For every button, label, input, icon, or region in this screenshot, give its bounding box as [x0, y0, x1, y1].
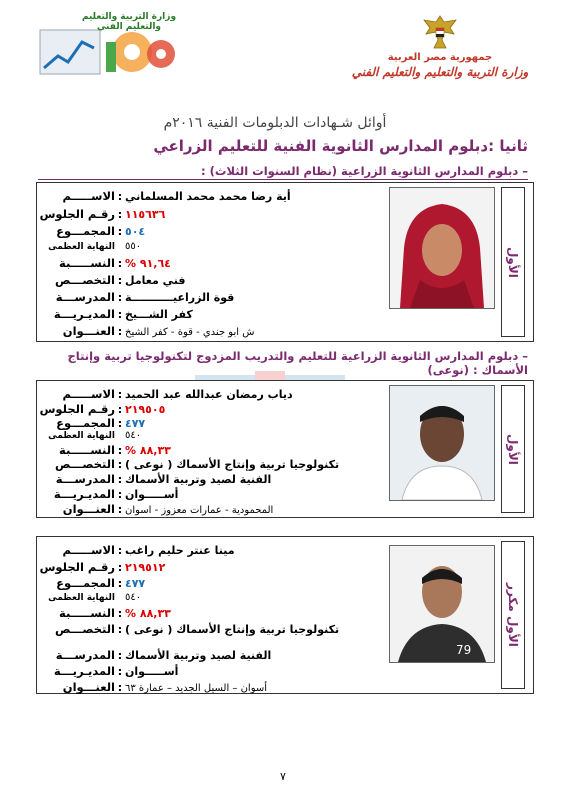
- school: الفنية لصيد وتربية الأسماك: [125, 649, 272, 662]
- section-title: ثانيا :دبلوم المدارس الثانوية الفنية للتعليم الزراعي: [153, 137, 528, 155]
- total-label: المجمـــوع: [56, 576, 115, 590]
- max-score: ٥٤٠: [125, 592, 142, 603]
- student-details: الاســـــم : مينا عنتر حليم راغب رقـم الجلوس : ٢١٩٥١٢ المجمـــوع : ٤٧٧ النهاية العظمى ٥٤٠ النســـــبة : ٨٨,٣٣ % التخصـــص : تكنولوجيا تربية وإنتاج الأسماك ( نوعى ) المدرســـة : الفنية لصيد وتربية الأسماك المديـريـــة : أســـــوان العنـــوان : أسوان – السيل الجديد – عمارة ٦٣: [43, 543, 379, 696]
- specialty: تكنولوجيا تربية وإنتاج الأسماك ( نوعى ): [125, 623, 340, 636]
- eagle-emblem-icon: [420, 14, 460, 50]
- max-score: ٥٤٠: [125, 430, 142, 441]
- specialty-label: التخصـــص: [54, 273, 115, 287]
- student-name: دياب رمضان عبدالله عبد الحميد: [125, 388, 293, 401]
- school-label: المدرســـة: [55, 472, 115, 486]
- page-number: ٧: [280, 770, 286, 783]
- ministry-header: [350, 14, 530, 84]
- student-photo: [389, 545, 495, 663]
- specialty: تكنولوجيا تربية وإنتاج الأسماك ( نوعى ): [125, 458, 340, 471]
- directorate-label: المديـريـــة: [53, 487, 115, 501]
- total-score: ٤٧٧: [125, 417, 146, 430]
- school: قوة الزراعيـــــــــــة: [125, 291, 235, 304]
- total-label: المجمـــوع: [56, 224, 115, 238]
- max-label: النهاية العظمى: [48, 242, 115, 252]
- directorate: كفر الشـــيخ: [125, 308, 193, 321]
- ministry-name: وزارة التربية والتعليم والتعليم الفني: [351, 65, 529, 79]
- republic-name: جمهورية مصر العربية: [387, 52, 493, 63]
- student-name: مينا عنتر حليم راغب: [125, 544, 235, 557]
- seat-number: ٢١٩٥٠٥: [125, 403, 166, 416]
- school: الفنية لصيد وتربية الأسماك: [125, 473, 272, 486]
- subsection-title: – دبلوم المدارس الثانوية الزراعية للتعليم والتدريب المزدوج لتكنولوجيا تربية وإنتاج الأسماك : (نوعى): [67, 349, 528, 377]
- student-card: [36, 536, 534, 694]
- directorate: أســـــوان: [125, 665, 179, 678]
- specialty-label: التخصـــص: [54, 457, 115, 471]
- svg-text:79: 79: [456, 643, 472, 657]
- directorate-label: المديـريـــة: [53, 307, 115, 321]
- max-label: النهاية العظمى: [48, 431, 115, 441]
- page-heading: أوائل شـهادات الدبلومات الفنية ٢٠١٦م: [163, 115, 387, 131]
- specialty: فني معامل: [125, 274, 186, 287]
- rank-badge: الأول: [501, 187, 525, 337]
- address-label: العنـــوان: [62, 324, 115, 338]
- percent-label: النســـــبة: [59, 443, 115, 457]
- total-score: ٥٠٤: [125, 225, 146, 238]
- student-details: الاســـــم : أية رضا محمد محمد المسلماني رقـم الجلوس : ١١٥٦٣٦ المجمـــوع : ٥٠٤ النهاية العظمى ٥٥٠ النســـــبة : ٩١,٦٤ % التخصـــص : فني معامل المدرســـة : قوة الزراعيـــــــــــة المديـريـــة : كفر الشـــيخ العنـــوان : ش ابو جندي - قوة - كفر الشيخ: [43, 189, 379, 340]
- name-label: الاســـــم: [62, 189, 115, 203]
- address: المحمودية - عمارات معزوز - اسوان: [125, 505, 274, 516]
- seat-label: رقـم الجلوس: [39, 560, 115, 574]
- name-label: الاســـــم: [62, 543, 115, 557]
- student-card: [36, 182, 534, 342]
- rank-badge: الأول مكرر: [501, 541, 525, 689]
- percentage: ٨٨,٣٣ %: [125, 444, 171, 457]
- seat-number: ٢١٩٥١٢: [125, 561, 166, 574]
- subsection-title: – دبلوم المدارس الثانوية الزراعية (نظام السنوات الثلاث) :: [38, 164, 528, 180]
- school-label: المدرســـة: [55, 290, 115, 304]
- logo-caption: وزارة التربية والتعليم والتعليم الفني: [81, 12, 177, 32]
- rank-badge: الأول: [501, 385, 525, 513]
- total-label: المجمـــوع: [56, 416, 115, 430]
- seat-label: رقـم الجلوس: [39, 207, 115, 221]
- percent-label: النســـــبة: [59, 256, 115, 270]
- directorate: أســـــوان: [125, 488, 179, 501]
- ministry-logo: [36, 12, 186, 78]
- name-label: الاســـــم: [62, 387, 115, 401]
- student-photo: [389, 187, 495, 309]
- total-score: ٤٧٧: [125, 577, 146, 590]
- max-score: ٥٥٠: [125, 241, 142, 252]
- student-photo: [389, 385, 495, 501]
- percentage: ٩١,٦٤ %: [125, 257, 171, 270]
- address: ش ابو جندي - قوة - كفر الشيخ: [125, 327, 255, 338]
- student-card: [36, 380, 534, 518]
- seat-number: ١١٥٦٣٦: [125, 208, 166, 221]
- percentage: ٨٨,٣٣ %: [125, 607, 171, 620]
- seat-label: رقـم الجلوس: [39, 402, 115, 416]
- percent-label: النســـــبة: [59, 606, 115, 620]
- address: أسوان – السيل الجديد – عمارة ٦٣: [125, 683, 268, 694]
- max-label: النهاية العظمى: [48, 593, 115, 603]
- specialty-label: التخصـــص: [54, 622, 115, 636]
- address-label: العنـــوان: [62, 502, 115, 516]
- student-name: أية رضا محمد محمد المسلماني: [125, 190, 291, 203]
- directorate-label: المديـريـــة: [53, 664, 115, 678]
- address-label: العنـــوان: [62, 680, 115, 694]
- school-label: المدرســـة: [55, 648, 115, 662]
- student-details: الاســـــم : دياب رمضان عبدالله عبد الحميد رقـم الجلوس : ٢١٩٥٠٥ المجمـــوع : ٤٧٧ النهاية العظمى ٥٤٠ النســـــبة : ٨٨,٣٣ % التخصـــص : تكنولوجيا تربية وإنتاج الأسماك ( نوعى ) المدرســـة : الفنية لصيد وتربية الأسماك المديـريـــة : أســـــوان العنـــوان : المحمودية - عمارات معزوز - اسوان: [43, 387, 379, 517]
